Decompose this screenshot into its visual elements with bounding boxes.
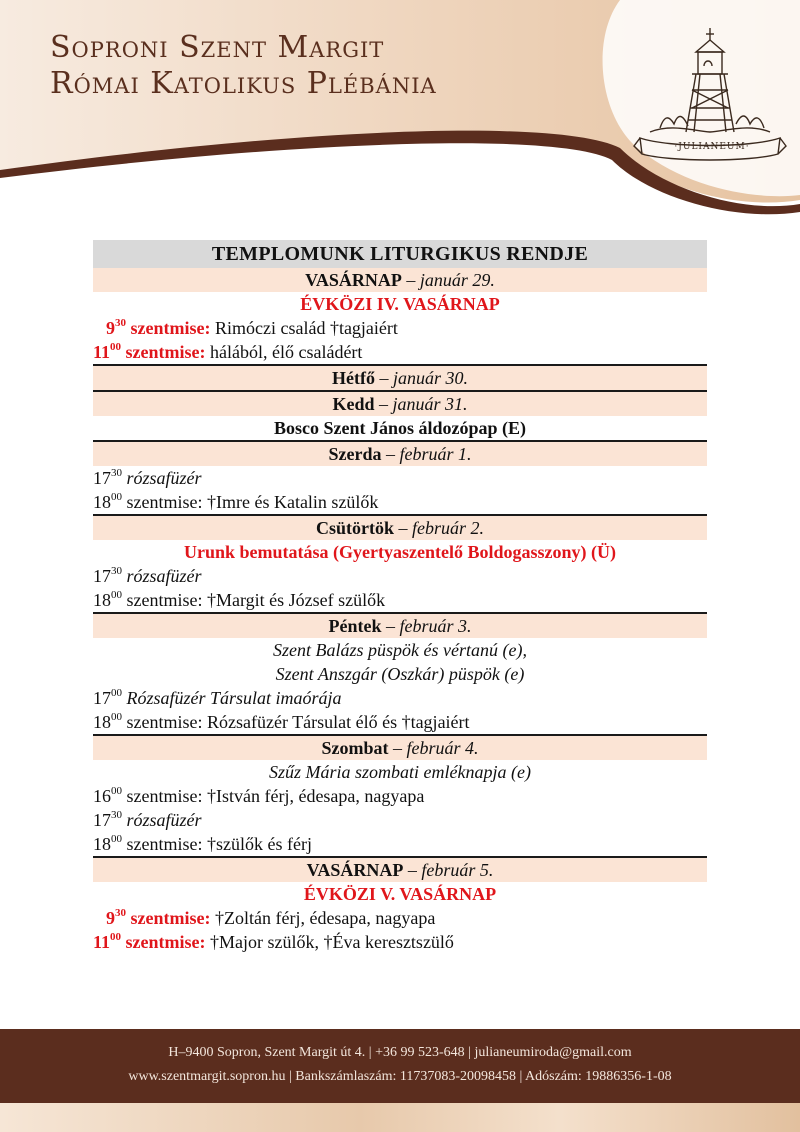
day-date: – január 31. <box>374 394 468 414</box>
mass-label: szentmise: <box>126 908 211 928</box>
day-header <box>93 612 707 638</box>
day-header <box>93 364 707 390</box>
mass-label: szentmise: <box>126 318 211 338</box>
parish-title-line1: Soproni Szent Margit <box>50 30 385 65</box>
parish-title <box>50 30 437 102</box>
entry-time: $16^{00}$ <box>93 785 122 806</box>
day-date: – február 1. <box>381 444 472 464</box>
entry-time: $17^{00}$ <box>93 687 122 708</box>
mass-entry <box>93 930 707 954</box>
mass-label: szentmise: <box>121 342 206 362</box>
schedule-entry <box>93 564 707 588</box>
footer-contact-line: H–9400 Sopron, Szent Margit út 4. | +36 99 523-648 | julianeumiroda@gmail.com <box>168 1045 632 1060</box>
feast-title: ÉVKÖZI IV. VASÁRNAP <box>300 294 500 314</box>
day-header <box>93 856 707 882</box>
schedule-entry <box>93 808 707 832</box>
logo-caption: ·JULIANEUM· <box>674 142 750 152</box>
entry-time: $18^{00}$ <box>93 711 122 732</box>
bottom-decorative-strip <box>0 1103 800 1132</box>
feast-title: Szűz Mária szombati emléknapja (e) <box>269 762 531 782</box>
mass-time: $9^{30}$ <box>106 317 126 338</box>
day-name: VASÁRNAP <box>306 860 404 880</box>
entry-time: $18^{00}$ <box>93 491 122 512</box>
entry-text: szentmise: †István férj, édesapa, nagyapa <box>122 786 425 806</box>
liturgical-schedule <box>93 240 707 954</box>
mass-entry <box>93 316 707 340</box>
mass-time: $9^{30}$ <box>106 907 126 928</box>
mass-time: $11^{00}$ <box>93 931 122 952</box>
parish-title-line2: Római Katolikus Plébánia <box>50 66 437 101</box>
mass-intention: hálából, élő családért <box>205 342 363 362</box>
entry-text: rózsafüzér <box>122 468 202 488</box>
schedule-entry <box>93 686 707 710</box>
feast-title: Bosco Szent János áldozópap (E) <box>273 418 527 438</box>
day-name: Csütörtök <box>315 518 394 538</box>
schedule-entry <box>93 832 707 856</box>
day-header <box>93 268 707 292</box>
entry-text: szentmise: †Imre és Katalin szülők <box>122 492 379 512</box>
entry-text: szentmise: †Margit és József szülők <box>122 590 386 610</box>
day-header <box>93 390 707 416</box>
schedule-entry <box>93 490 707 514</box>
day-name: Hétfő <box>332 368 375 388</box>
entry-time: $17^{30}$ <box>93 565 122 586</box>
entry-text: szentmise: Rózsafüzér Társulat élő és †tagjaiért <box>122 712 470 732</box>
entry-text: rózsafüzér <box>122 810 202 830</box>
entry-time: $18^{00}$ <box>93 589 122 610</box>
schedule-entry <box>93 710 707 734</box>
mass-intention: †Zoltán férj, édesapa, nagyapa <box>210 908 436 928</box>
entry-text: szentmise: †szülők és férj <box>122 834 312 854</box>
day-header <box>93 514 707 540</box>
day-header <box>93 734 707 760</box>
entry-time: $18^{00}$ <box>93 833 122 854</box>
mass-time: $11^{00}$ <box>93 341 122 362</box>
day-date: – február 5. <box>403 860 494 880</box>
day-header <box>93 440 707 466</box>
day-date: – február 3. <box>381 616 472 636</box>
day-date: – február 4. <box>388 738 479 758</box>
day-name: Szerda <box>328 444 382 464</box>
feast-title: ÉVKÖZI V. VASÁRNAP <box>303 884 497 904</box>
day-name: Szombat <box>321 738 389 758</box>
day-name: Péntek <box>328 616 382 636</box>
footer-bank-line: www.szentmargit.sopron.hu | Bankszámlaszám: 11737083-20098458 | Adószám: 19886356-1-08 <box>128 1069 672 1084</box>
day-date: – február 2. <box>394 518 484 538</box>
mass-entry <box>93 340 707 364</box>
entry-time: $17^{30}$ <box>93 809 122 830</box>
day-date: – január 30. <box>374 368 468 388</box>
schedule-entry <box>93 784 707 808</box>
day-date: – január 29. <box>401 270 495 290</box>
entry-time: $17^{30}$ <box>93 467 122 488</box>
day-name: Kedd <box>332 394 375 414</box>
footer <box>0 1029 800 1103</box>
day-name: VASÁRNAP <box>305 270 402 290</box>
schedule-title: TEMPLOMUNK LITURGIKUS RENDJE <box>93 240 707 268</box>
entry-text: rózsafüzér <box>122 566 202 586</box>
schedule-entry <box>93 588 707 612</box>
entry-text: Rózsafüzér Társulat imaórája <box>122 688 342 708</box>
mass-label: szentmise: <box>121 932 206 952</box>
mass-intention: Rimóczi család †tagjaiért <box>210 318 398 338</box>
mass-entry <box>93 906 707 930</box>
feast-title: Urunk bemutatása (Gyertyaszentelő Boldogasszony) (Ü) <box>184 542 616 562</box>
feast-title: Szent Anszgár (Oszkár) püspök (e) <box>275 664 525 684</box>
schedule-entry <box>93 466 707 490</box>
mass-intention: †Major szülők, †Éva keresztszülő <box>205 932 454 952</box>
feast-title: Szent Balázs püspök és vértanú (e), <box>273 640 527 660</box>
